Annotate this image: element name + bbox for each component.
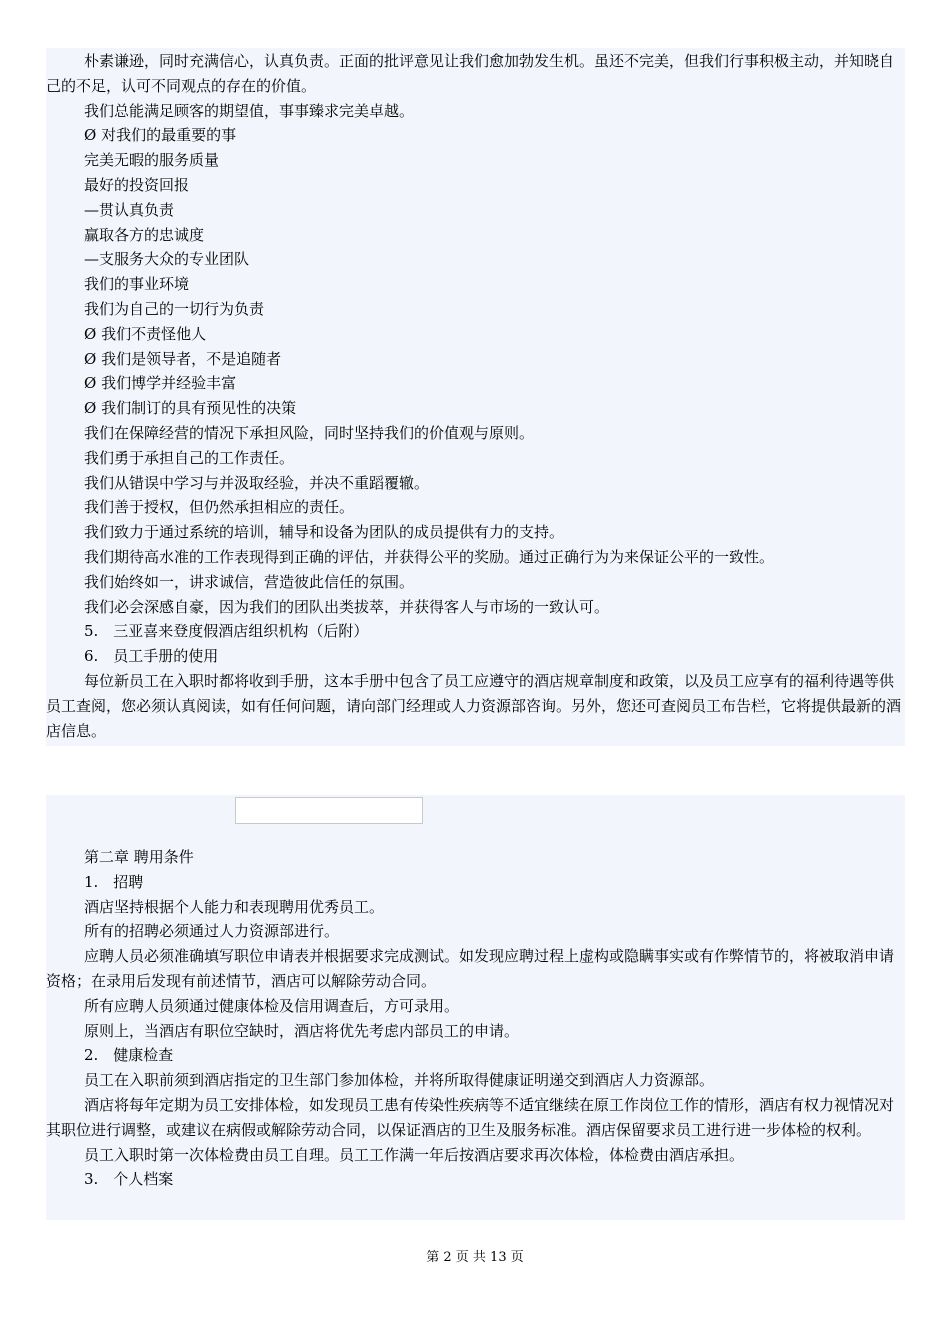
block2-paragraph: 2. 健康检查 xyxy=(84,1046,174,1065)
block1-paragraph: 我们在保障经营的情况下承担风险，同时坚持我们的价值观与原则。 xyxy=(84,423,535,442)
block2-paragraph: 原则上，当酒店有职位空缺时，酒店将优先考虑内部员工的申请。 xyxy=(84,1021,520,1040)
block1-paragraph: 最好的投资回报 xyxy=(84,175,190,194)
block1-paragraph: 朴素谦逊，同时充满信心，认真负责。正面的批评意见让我们愈加勃发生机。虽还不完美，但我们行事积极主动，并知晓自己的不足，认可不同观点的存在的价值。 xyxy=(46,52,895,95)
block1-paragraph: 赢取各方的忠诚度 xyxy=(84,225,205,244)
block1-paragraph: —支服务大众的专业团队 xyxy=(84,250,250,269)
block2-paragraph: 应聘人员必须准确填写职位申请表并根据要求完成测试。如发现应聘过程上虚构或隐瞒事实或有作弊情节的，将被取消申请资格；在录用后发现有前述情节，酒店可以解除劳动合同。 xyxy=(46,947,895,990)
block2-paragraph: 所有的招聘必须通过人力资源部进行。 xyxy=(84,922,340,941)
text-section-values xyxy=(46,48,905,746)
block1-paragraph: 完美无暇的服务质量 xyxy=(84,151,220,170)
block1-paragraph: 我们致力于通过系统的培训，辅导和设备为团队的成员提供有力的支持。 xyxy=(84,523,565,542)
image-placeholder-box xyxy=(235,797,423,824)
block1-paragraph: Ø 对我们的最重要的事 xyxy=(84,126,237,145)
block2-paragraph: 酒店将每年定期为员工安排体检，如发现员工患有传染性疾病等不适宜继续在原工作岗位工作的情形，酒店有权力视情况对其职位进行调整，或建议在病假或解除劳动合同，以保证酒店的卫生及服务标准。酒店保留要求员工进行进一步体检的权利。 xyxy=(46,1095,895,1139)
block1-paragraph: 我们期待高水准的工作表现得到正确的评估，并获得公平的奖励。通过正确行为为来保证公平的一致性。 xyxy=(84,547,775,566)
block1-paragraph: Ø 我们制订的具有预见性的决策 xyxy=(84,399,297,418)
block2-paragraph: 第二章 聘用条件 xyxy=(84,848,194,866)
block1-paragraph: Ø 我们是领导者，不是追随者 xyxy=(84,349,282,368)
block1-paragraph: 我们必会深感自豪，因为我们的团队出类拔萃，并获得客人与市场的一致认可。 xyxy=(84,597,610,616)
block1-paragraph: 5. 三亚喜来登度假酒店组织机构（后附） xyxy=(84,622,369,641)
block2-paragraph: 员工入职时第一次体检费由员工自理。员工工作满一年后按酒店要求再次体检，体检费由酒店承担。 xyxy=(84,1145,745,1164)
block2-paragraph: 1. 招聘 xyxy=(84,872,144,891)
page-footer: 第 2 页 共 13 页 xyxy=(426,1250,524,1265)
block1-paragraph: Ø 我们博学并经验丰富 xyxy=(84,374,237,393)
block1-paragraph: 我们善于授权，但仍然承担相应的责任。 xyxy=(84,498,355,517)
block1-paragraph: 我们的事业环境 xyxy=(84,275,190,294)
block2-paragraph: 酒店坚持根据个人能力和表现聘用优秀员工。 xyxy=(84,897,385,916)
block1-paragraph: 每位新员工在入职时都将收到手册，这本手册中包含了员工应遵守的酒店规章制度和政策，以及员工应享有的福利待遇等供员工查阅，您必须认真阅读，如有任何问题，请向部门经理或人力资源部咨询。另外，您还可查阅员工布告栏，它将提供最新的酒店信息。 xyxy=(46,671,902,740)
block1-paragraph: Ø 我们不责怪他人 xyxy=(84,324,207,343)
block1-paragraph: 我们为自己的一切行为负责 xyxy=(84,299,265,318)
block2-paragraph: 3. 个人档案 xyxy=(84,1170,174,1189)
block1-paragraph: 我们总能满足顾客的期望值，事事臻求完美卓越。 xyxy=(84,101,415,120)
block2-paragraph: 所有应聘人员须通过健康体检及信用调查后，方可录用。 xyxy=(84,996,460,1015)
block1-paragraph: 我们始终如一，讲求诚信，营造彼此信任的氛围。 xyxy=(84,572,415,591)
text-section-chapter-two xyxy=(46,795,905,1220)
block1-paragraph: —贯认真负责 xyxy=(84,200,175,219)
block1-paragraph: 我们从错误中学习与并汲取经验，并决不重蹈覆辙。 xyxy=(84,473,430,492)
block1-paragraph: 我们勇于承担自己的工作责任。 xyxy=(84,448,295,467)
block2-paragraph: 员工在入职前须到酒店指定的卫生部门参加体检，并将所取得健康证明递交到酒店人力资源部。 xyxy=(84,1071,715,1090)
block1-paragraph: 6. 员工手册的使用 xyxy=(84,647,219,666)
